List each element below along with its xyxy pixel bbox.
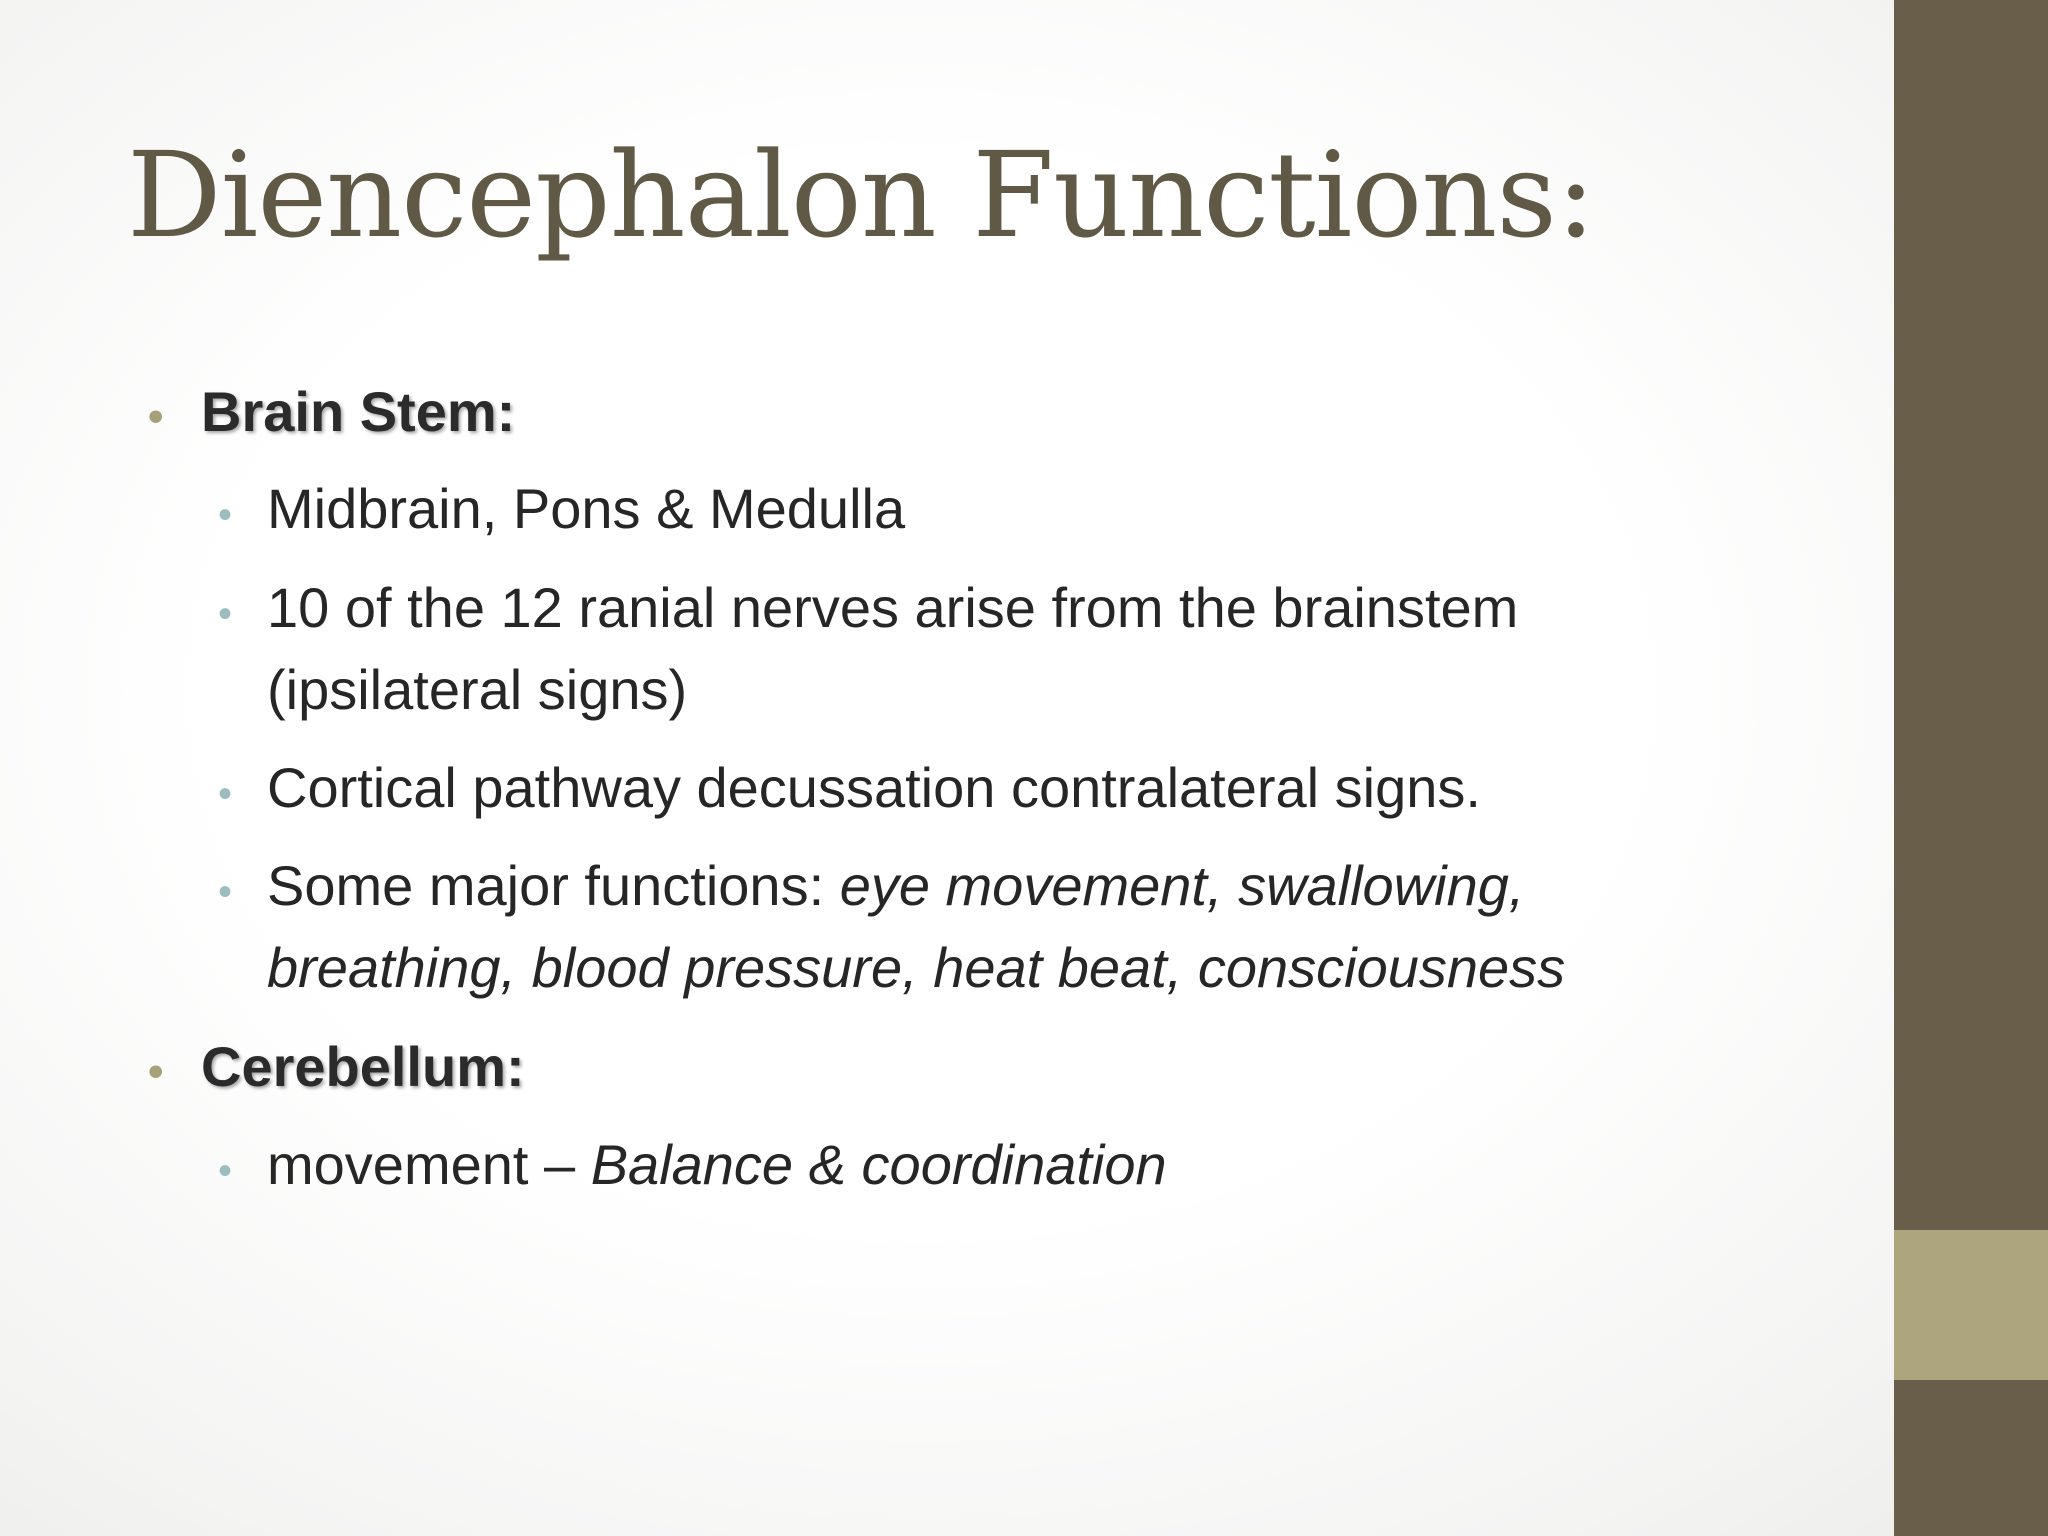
bullet-icon: • xyxy=(218,493,233,537)
bullet-icon: • xyxy=(218,870,233,914)
section-heading-cerebellum xyxy=(148,1027,525,1107)
section-heading-text: Cerebellum: xyxy=(201,1035,525,1098)
bullet-item xyxy=(218,567,1778,731)
bullet-text-prefix: Some major functions: xyxy=(267,854,840,917)
bullet-icon: • xyxy=(218,592,233,636)
section-heading-text: Brain Stem: xyxy=(201,380,516,443)
bullet-text-emphasis: eye movement, swallowing, breathing, blood pressure, heat beat, consciousness xyxy=(267,854,1566,999)
bullet-text: Cortical pathway decussation contralateral signs. xyxy=(267,756,1481,819)
side-accent-decoration xyxy=(1894,1230,2048,1380)
bullet-text-prefix: movement – xyxy=(267,1133,591,1196)
bullet-icon: • xyxy=(218,772,233,816)
bullet-text xyxy=(267,1124,1778,1206)
bullet-text: Midbrain, Pons & Medulla xyxy=(267,477,906,540)
bullet-item xyxy=(218,845,1778,1009)
bullet-item xyxy=(218,1124,1778,1206)
bullet-text-emphasis: Balance & coordination xyxy=(590,1133,1167,1196)
bullet-icon: • xyxy=(218,1149,233,1193)
bullet-text xyxy=(267,845,1777,1009)
slide-title: Diencephalon Functions: xyxy=(127,126,1595,264)
bullet-icon: • xyxy=(148,1047,164,1096)
bullet-text: 10 of the 12 ranial nerves arise from the brainstem (ipsilateral signs) xyxy=(267,576,1519,721)
bullet-icon: • xyxy=(148,392,164,441)
bullet-item xyxy=(218,747,1778,829)
bullet-item xyxy=(218,468,1778,550)
section-heading-brain-stem xyxy=(148,372,515,452)
